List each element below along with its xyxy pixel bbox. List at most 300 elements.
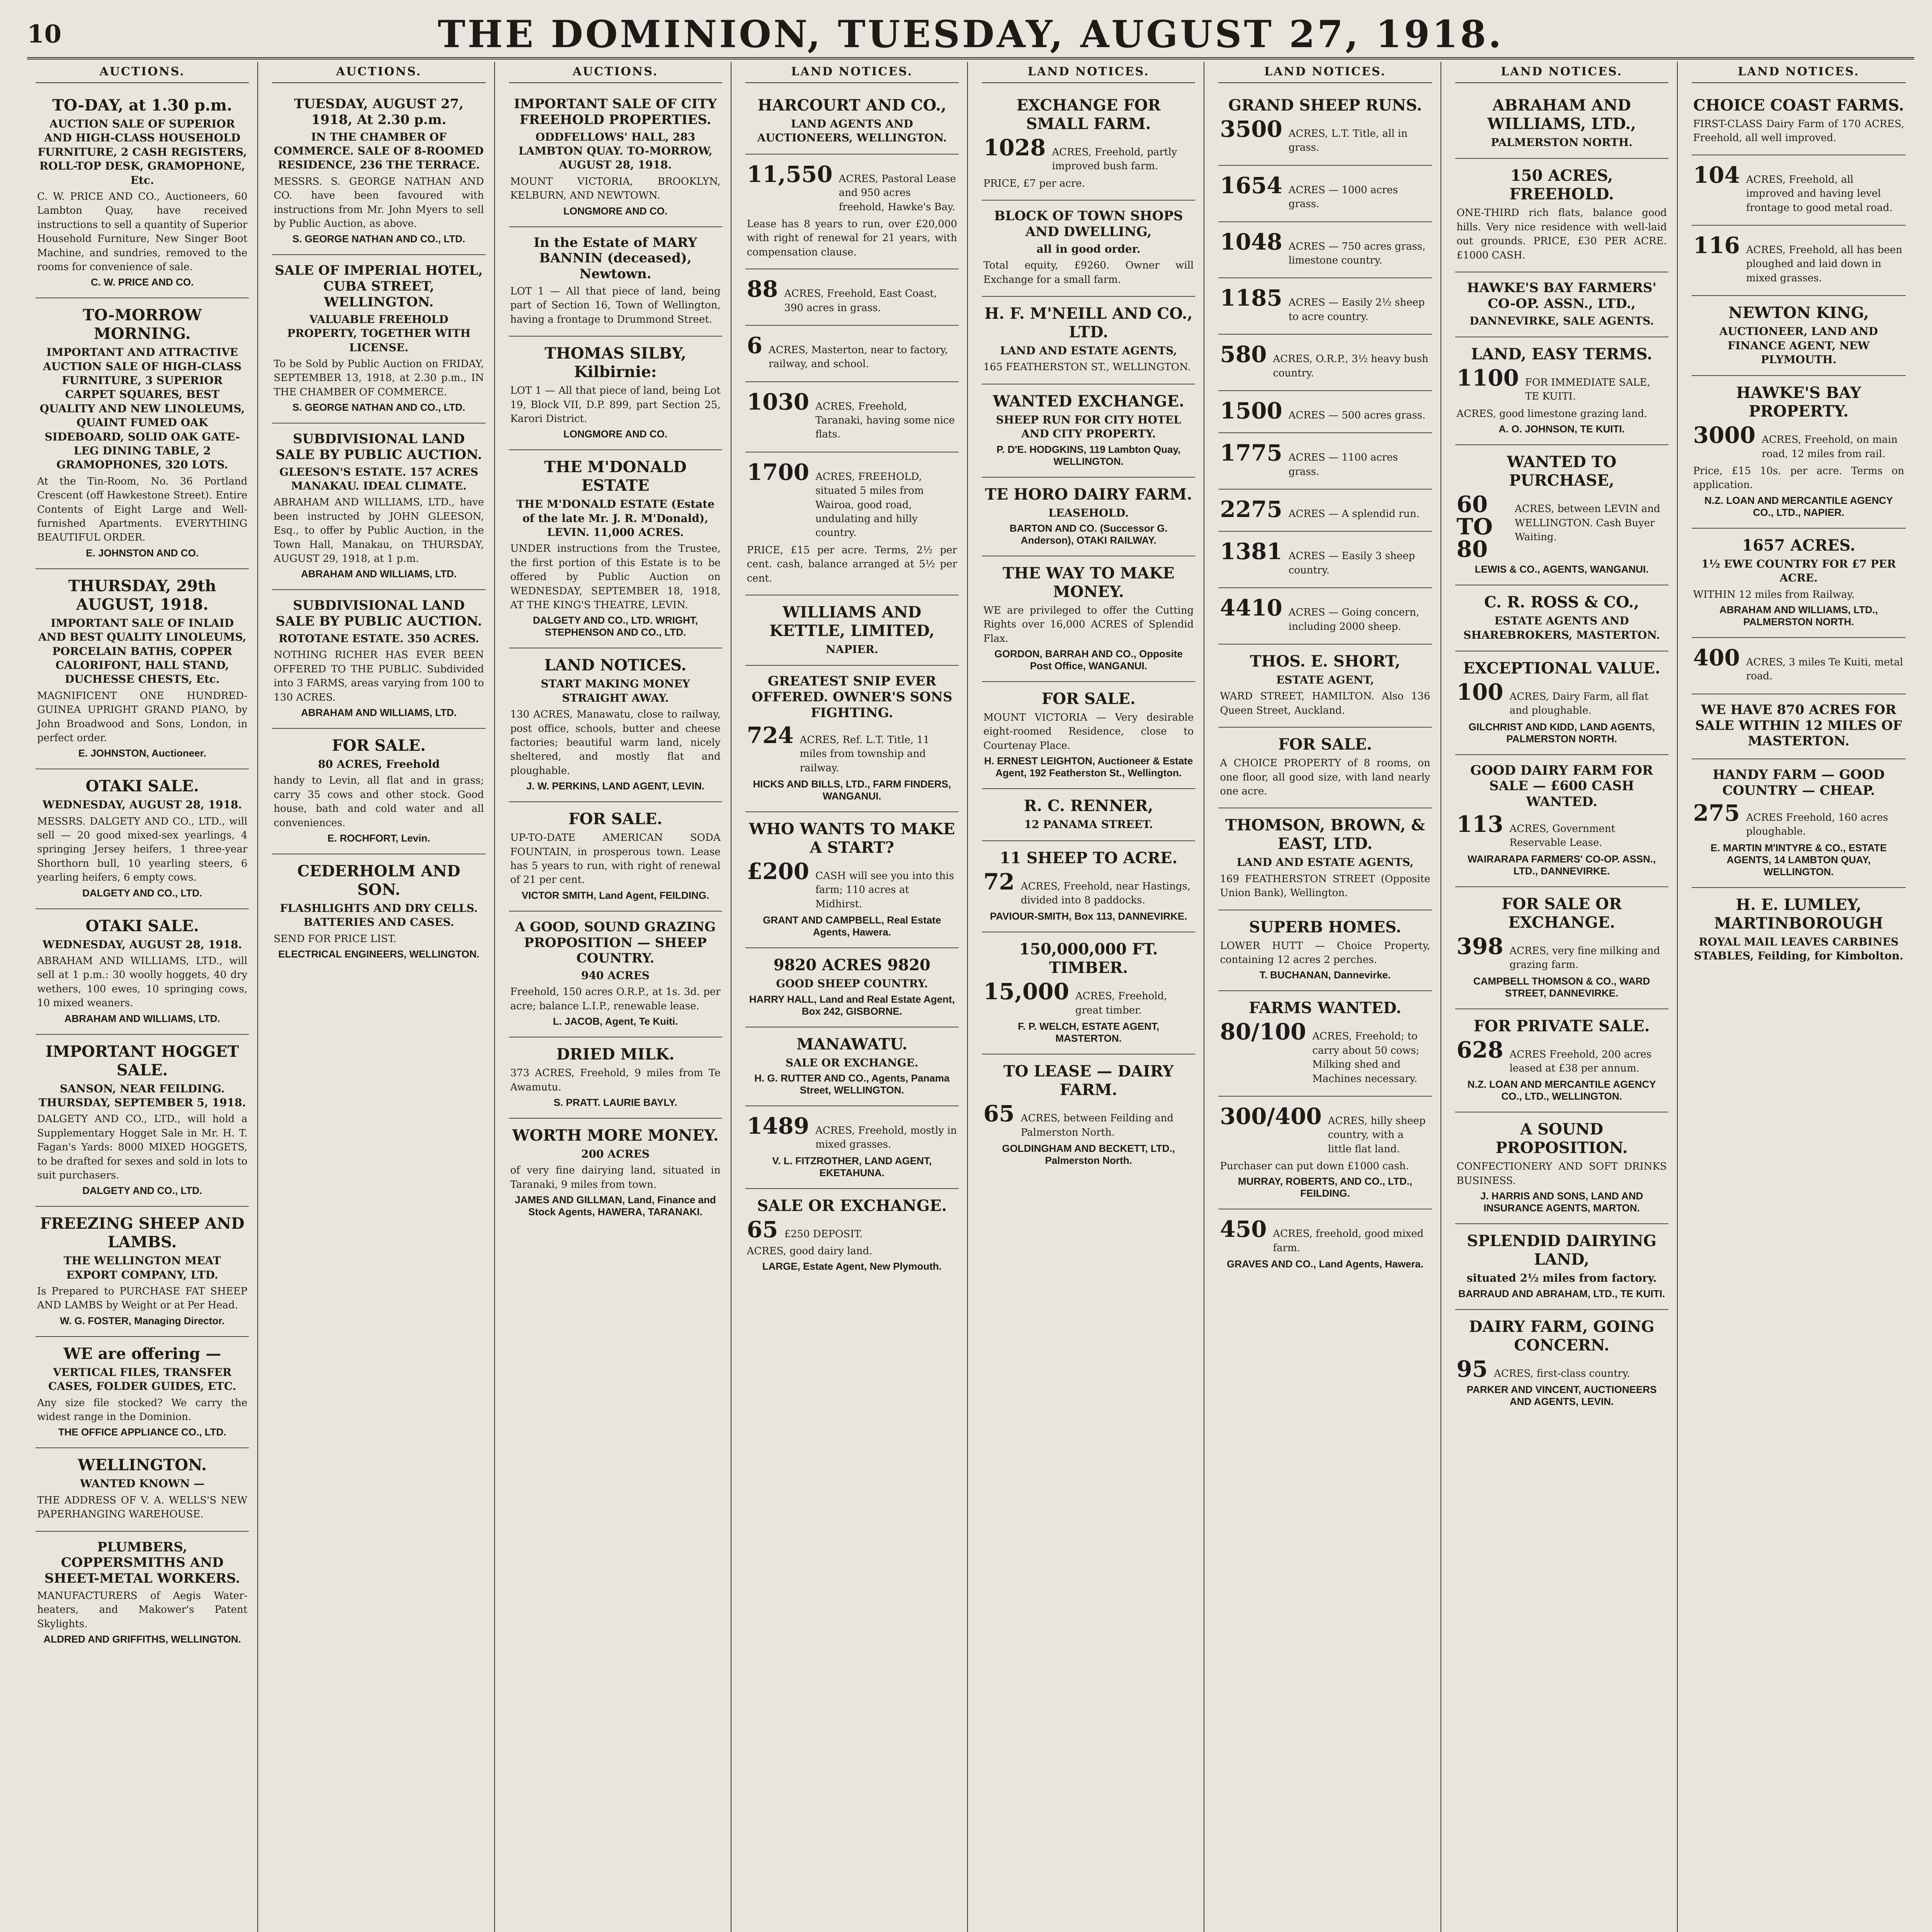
acreage-line — [1693, 799, 1904, 839]
ad-heading: TO-DAY, at 1.30 p.m. — [52, 96, 232, 114]
ad-heading: FOR SALE. — [332, 736, 426, 755]
ad-subheading: ACRES Freehold, 200 acres leased at £38 per annum. — [1509, 1048, 1652, 1075]
advertisement — [509, 227, 722, 337]
advertisement — [982, 201, 1195, 297]
advertisement — [1218, 278, 1432, 335]
advertisement — [982, 1054, 1195, 1176]
advertisement — [36, 298, 249, 569]
advertisement — [982, 384, 1195, 478]
column-4 — [737, 62, 968, 1932]
ad-heading: NEWTON KING, — [1728, 304, 1869, 322]
acreage-line — [1220, 397, 1430, 424]
ad-subheading: SHEEP RUN FOR CITY HOTEL AND CITY PROPERTY. — [996, 413, 1181, 440]
ad-subheading: ACRES, freehold, good mixed farm. — [1273, 1228, 1424, 1254]
advertisement — [36, 569, 249, 770]
acreage-figure: 1775 — [1220, 440, 1282, 466]
ad-heading: IMPORTANT HOGGET SALE. — [45, 1042, 239, 1079]
ad-subheading: ACRES, hilly sheep country, with a little flat land. — [1328, 1115, 1426, 1155]
ad-body: A CHOICE PROPERTY of 8 rooms, on one floor, all good size, with land nearly one acre. — [1220, 757, 1430, 797]
ad-heading: SUBDIVISIONAL LAND SALE BY PUBLIC AUCTION. — [276, 598, 482, 629]
advertisement — [272, 590, 485, 729]
ad-body: WE are privileged to offer the Cutting Rights over 16,000 ACRES of Splendid Flax. — [983, 604, 1194, 645]
column-7 — [1447, 62, 1678, 1932]
ad-agent: THE OFFICE APPLIANCE CO., LTD. — [58, 1426, 226, 1438]
ad-heading: WE are offering — — [63, 1344, 221, 1363]
ad-agent: P. D'E. HODGKINS, 119 Lambton Quay, WELLINGTON. — [997, 443, 1181, 467]
ad-subheading: ACRES, Freehold, all improved and having level frontage to good metal road. — [1746, 173, 1893, 214]
ad-heading: BLOCK OF TOWN SHOPS AND DWELLING, — [994, 208, 1183, 240]
advertisement — [982, 682, 1195, 789]
acreage-figure: 1500 — [1220, 397, 1282, 424]
acreage-figure: 2275 — [1220, 496, 1282, 523]
ad-agent: W. G. FOSTER, Managing Director. — [60, 1315, 225, 1327]
ad-body: Is Prepared to PURCHASE FAT SHEEP AND LAMBS by Weight or at Per Head. — [37, 1286, 248, 1311]
column-heading: AUCTIONS. — [36, 62, 249, 83]
acreage-figure: 65 — [747, 1216, 778, 1243]
advertisement — [1692, 296, 1906, 376]
acreage-figure: 398 — [1456, 933, 1503, 959]
ad-subheading: GLEESON'S ESTATE. 157 ACRES MANAKAU. IDEAL CLIMATE. — [279, 465, 478, 493]
ad-subheading: ESTATE AGENT, — [1276, 673, 1374, 687]
acreage-figure: 113 — [1456, 811, 1503, 838]
ad-agent: T. BUCHANAN, Dannevirke. — [1259, 969, 1391, 981]
advertisement — [982, 932, 1195, 1054]
advertisement — [36, 769, 249, 909]
acreage-line — [1693, 424, 1904, 461]
ad-body: ABRAHAM AND WILLIAMS, LTD., will sell at 1 p.m.: 30 woolly hoggets, 40 dry wethers, 100 ewes, 10 springing cows, 10 mixed weaners. — [37, 955, 248, 1009]
acreage-figure: £200 — [747, 858, 810, 884]
advertisement — [982, 88, 1195, 201]
advertisement — [1455, 1224, 1668, 1310]
advertisement — [745, 452, 959, 595]
ad-body: Any size file stocked? We carry the widest range in the Dominion. — [37, 1397, 248, 1423]
column-1 — [27, 62, 258, 1932]
advertisement — [745, 269, 959, 326]
ad-agent: S. PRATT. LAURIE BAYLY. — [553, 1097, 677, 1109]
advertisement — [1218, 808, 1432, 910]
ad-heading: THE M'DONALD ESTATE — [544, 458, 687, 495]
advertisement — [1218, 532, 1432, 588]
ad-heading: FARMS WANTED. — [1248, 999, 1401, 1017]
ad-agent: LARGE, Estate Agent, New Plymouth. — [762, 1260, 942, 1272]
ad-heading: 9820 ACRES 9820 — [773, 956, 930, 975]
ad-heading: 11 SHEEP TO ACRE. — [999, 849, 1178, 867]
advertisement — [1218, 222, 1432, 279]
advertisement — [982, 841, 1195, 933]
ad-agent: H. ERNEST LEIGHTON, Auctioneer & Estate Agent, 192 Featherston St., Wellington. — [984, 755, 1193, 779]
advertisement — [509, 337, 722, 450]
ad-agent: J. W. PERKINS, LAND AGENT, LEVIN. — [526, 780, 705, 792]
ad-body: Price, £15 10s. per acre. Terms on application. — [1693, 465, 1904, 491]
ad-agent: LONGMORE AND CO. — [563, 205, 668, 217]
advertisement — [745, 812, 959, 948]
ad-subheading: ACRES, Freehold, partly improved bush farm. — [1052, 146, 1177, 172]
ad-subheading: SANSON, NEAR FEILDING. THURSDAY, SEPTEMBER 5, 1918. — [39, 1082, 246, 1109]
acreage-figure: 1100 — [1456, 364, 1519, 391]
ad-agent: CAMPBELL THOMSON & CO., WARD STREET, DANNEVIRKE. — [1473, 975, 1650, 999]
ad-body: MOUNT VICTORIA, BROOKLYN, KELBURN, AND NEWTOWN. — [510, 175, 721, 202]
acreage-line — [1220, 343, 1430, 380]
advertisement — [745, 1106, 959, 1189]
ad-body: DALGETY AND CO., LTD., will hold a Supplementary Hogget Sale in Mr. H. T. Fagan's Yards: 8000 MIXED HOGGETS, to be drafted for sexes and sold in lots to suit purchasers. — [37, 1113, 248, 1181]
acreage-line — [983, 868, 1194, 908]
ad-subheading: ACRES, first-class country. — [1494, 1367, 1630, 1379]
ad-heading: WILLIAMS AND KETTLE, LIMITED, — [769, 603, 935, 640]
ad-subheading: LAND AND ESTATE AGENTS, — [1236, 856, 1414, 869]
ad-agent: E. JOHNSTON, Auctioneer. — [78, 747, 206, 759]
acreage-line — [1220, 540, 1430, 577]
ad-body: UP-TO-DATE AMERICAN SODA FOUNTAIN, in prosperous town. Lease has 5 years to run, with right of renewal of 21 per cent. — [510, 832, 721, 886]
ad-subheading: THE WELLINGTON MEAT EXPORT COMPANY, LTD. — [63, 1254, 221, 1281]
advertisement — [1218, 1097, 1432, 1210]
acreage-line — [747, 1218, 957, 1241]
ad-subheading: ROYAL MAIL LEAVES CARBINES STABLES, Feilding, for Kimbolton. — [1694, 935, 1903, 962]
ad-subheading: VALUABLE FREEHOLD PROPERTY, TOGETHER WITH LICENSE. — [287, 313, 471, 354]
ad-heading: GREATEST SNIP EVER OFFERED. OWNER'S SONS FIGHTING. — [752, 673, 952, 721]
advertisement — [745, 326, 959, 382]
ad-heading: CHOICE COAST FARMS. — [1693, 96, 1904, 114]
ad-agent: ABRAHAM AND WILLIAMS, LTD. — [301, 706, 457, 718]
acreage-line — [747, 1112, 957, 1152]
acreage-line — [747, 724, 957, 775]
ad-body: PRICE, £15 per acre. Terms, 2½ per cent. cash, balance arranged at 5½ per cent. — [747, 544, 957, 584]
acreage-figure: 1185 — [1220, 285, 1282, 311]
ad-agent: LEWIS & CO., AGENTS, WANGANUI. — [1475, 563, 1649, 575]
column-2 — [264, 62, 495, 1932]
ad-subheading: ACRES — 1100 acres grass. — [1288, 452, 1398, 478]
ad-heading: THOMAS SILBY, Kilbirnie: — [544, 344, 686, 381]
advertisement — [272, 854, 485, 969]
advertisement — [36, 1337, 249, 1449]
acreage-figure: 116 — [1693, 232, 1740, 259]
ad-agent: E. JOHNSTON AND CO. — [86, 547, 199, 559]
advertisement — [745, 88, 959, 155]
ad-subheading: ACRES — 1000 acres grass. — [1288, 184, 1398, 210]
acreage-figure: 275 — [1693, 799, 1740, 826]
ad-heading: HANDY FARM — GOOD COUNTRY — CHEAP. — [1713, 767, 1885, 798]
advertisement — [1218, 433, 1432, 490]
ad-subheading: situated 2½ miles from factory. — [1466, 1272, 1657, 1285]
ad-heading: FREEZING SHEEP AND LAMBS. — [40, 1214, 245, 1252]
column-heading: LAND NOTICES. — [1692, 62, 1906, 83]
advertisement — [509, 1119, 722, 1227]
ad-subheading: THE M'DONALD ESTATE (Estate of the late Mr. J. R. M'Donald), LEVIN. 11,000 ACRES. — [516, 498, 715, 539]
ad-agent: N.Z. LOAN AND MERCANTILE AGENCY CO., LTD., NAPIER. — [1704, 494, 1893, 518]
acreage-line — [1456, 1355, 1667, 1382]
ad-agent: BARTON AND CO. (Successor G. Anderson), OTAKI RAILWAY. — [1009, 522, 1168, 546]
column-3 — [500, 62, 731, 1932]
ad-agent: E. MARTIN M'INTYRE & CO., ESTATE AGENTS, 14 LAMBTON QUAY, WELLINGTON. — [1710, 842, 1887, 878]
advertisement — [36, 1035, 249, 1207]
ad-agent: HARRY HALL, Land and Real Estate Agent, Box 242, GISBORNE. — [749, 993, 955, 1017]
ad-subheading: ACRES, Freehold, near Hastings, divided into 8 paddocks. — [1020, 880, 1191, 906]
ad-subheading: 200 ACRES — [581, 1148, 650, 1161]
advertisement — [1218, 728, 1432, 808]
ad-heading: EXCEPTIONAL VALUE. — [1463, 659, 1660, 677]
acreage-figure: 1030 — [747, 388, 810, 415]
acreage-line — [747, 461, 957, 540]
acreage-line — [983, 136, 1194, 173]
ad-heading: WHO WANTS TO MAKE A START? — [749, 820, 955, 857]
acreage-figure: 3000 — [1693, 422, 1756, 449]
acreage-figure: 1489 — [747, 1112, 810, 1139]
advertisement — [1692, 376, 1906, 529]
acreage-figure: 1381 — [1220, 538, 1282, 565]
acreage-line — [1220, 287, 1430, 324]
ad-heading: HAWKE'S BAY FARMERS' CO-OP. ASSN., LTD., — [1467, 280, 1656, 311]
ad-subheading: ACRES — 500 acres grass. — [1288, 409, 1426, 421]
ad-agent: J. HARRIS AND SONS, LAND AND INSURANCE AGENTS, MARTON. — [1480, 1190, 1643, 1214]
ad-heading: DAIRY FARM, GOING CONCERN. — [1469, 1317, 1655, 1354]
ad-subheading: ACRES — Going concern, including 2000 sheep. — [1288, 607, 1419, 633]
ad-agent: GORDON, BARRAH AND CO., Opposite Post Office, WANGANUI. — [994, 648, 1183, 672]
ad-body: FIRST-CLASS Dairy Farm of 170 ACRES, Freehold, all well improved. — [1693, 118, 1904, 144]
acreage-figure: 628 — [1456, 1036, 1503, 1063]
ad-body: 165 FEATHERSTON ST., WELLINGTON. — [983, 361, 1191, 373]
ad-subheading: LAND AND ESTATE AGENTS, — [1000, 344, 1177, 357]
ad-agent: H. G. RUTTER AND CO., Agents, Panama Street, WELLINGTON. — [754, 1072, 950, 1096]
advertisement — [1455, 272, 1668, 337]
ad-subheading: all in good order. — [1036, 242, 1141, 255]
advertisement — [1455, 585, 1668, 651]
advertisement — [745, 155, 959, 269]
column-8 — [1683, 62, 1914, 1932]
acreage-figure: 1654 — [1220, 172, 1282, 199]
advertisement — [745, 948, 959, 1027]
ad-subheading: GOOD SHEEP COUNTRY. — [776, 977, 928, 990]
acreage-figure: 724 — [747, 722, 794, 748]
ad-body: C. W. PRICE AND CO., Auctioneers, 60 Lambton Quay, have received instructions to sell a quantity of Superior Household Furniture, New Singer Boot Machine, and sundries, removed to the rooms for convenience of sale. — [37, 190, 248, 273]
ad-agent: A. O. JOHNSON, TE KUITI. — [1498, 423, 1625, 435]
ad-subheading: ACRES, Freehold, on main road, 12 miles from rail. — [1762, 434, 1898, 460]
ad-heading: In the Estate of MARY BANNIN (deceased), Newtown. — [534, 235, 697, 282]
acreage-line — [983, 980, 1194, 1017]
acreage-figure: 11,550 — [747, 161, 833, 187]
column-heading: LAND NOTICES. — [982, 62, 1195, 83]
ad-agent: GOLDINGHAM AND BECKETT, LTD., Palmerston North. — [1002, 1142, 1175, 1166]
advertisement — [982, 556, 1195, 682]
ad-body: Total equity, £9260. Owner will Exchange for a small farm. — [983, 260, 1194, 286]
ad-heading: H. F. M'NEILL AND CO., LTD. — [984, 304, 1193, 341]
acreage-line — [747, 860, 957, 911]
ad-agent: ELECTRICAL ENGINEERS, WELLINGTON. — [278, 948, 480, 960]
advertisement — [1218, 166, 1432, 222]
advertisement — [1692, 759, 1906, 888]
ad-heading: FOR SALE. — [1041, 690, 1136, 708]
advertisement — [509, 88, 722, 227]
ad-heading: OTAKI SALE. — [85, 917, 199, 935]
advertisement — [745, 1189, 959, 1282]
ad-body: Purchaser can put down £1000 cash. — [1220, 1160, 1409, 1172]
ad-agent: VICTOR SMITH, Land Agent, FEILDING. — [521, 889, 709, 901]
acreage-line — [983, 1102, 1194, 1139]
ad-heading: WE HAVE 870 ACRES FOR SALE WITHIN 12 MILES OF MASTERTON. — [1695, 702, 1902, 749]
advertisement — [509, 450, 722, 648]
ad-heading: H. E. LUMLEY, MARTINBOROUGH — [1714, 895, 1883, 932]
acreage-figure: 400 — [1693, 645, 1740, 671]
acreage-line — [1693, 164, 1904, 215]
ad-heading: A GOOD, SOUND GRAZING PROPOSITION — SHEEP COUNTRY. — [515, 919, 716, 966]
ad-subheading: £250 DEPOSIT. — [784, 1228, 863, 1240]
advertisement — [272, 255, 485, 423]
ad-body: MANUFACTURERS of Aegis Water-heaters, and Makower's Patent Skylights. — [37, 1590, 248, 1630]
ad-subheading: ACRES, between LEVIN and WELLINGTON. Cash Buyer Waiting. — [1515, 503, 1660, 543]
acreage-line — [1220, 228, 1430, 268]
advertisement — [272, 88, 485, 255]
ad-subheading: 940 ACRES — [581, 969, 650, 982]
advertisement — [36, 1448, 249, 1531]
ad-body: LOT 1 — All that piece of land, being part of Section 16, Town of Wellington, having a frontage to Drummond Street. — [510, 285, 721, 325]
ad-subheading: ACRES Freehold, 160 acres ploughable. — [1746, 811, 1888, 838]
advertisement — [745, 595, 959, 666]
ad-body: MESSRS. S. GEORGE NATHAN AND CO. have been favoured with instructions from Mr. John Myers to sell by Public Auction, as above. — [274, 175, 484, 230]
acreage-line — [1456, 491, 1667, 563]
ad-subheading: AUCTION SALE OF SUPERIOR AND HIGH-CLASS HOUSEHOLD FURNITURE, 2 CASH REGISTERS, ROLL-TOP DESK, GRAMOPHONE, Etc. — [37, 117, 247, 187]
ad-agent: ALDRED AND GRIFFITHS, WELLINGTON. — [43, 1633, 241, 1645]
advertisement — [1218, 391, 1432, 433]
ad-heading: FOR SALE. — [568, 810, 663, 828]
ad-heading: MANAWATU. — [796, 1035, 908, 1053]
ad-body: MOUNT VICTORIA — Very desirable eight-roomed Residence, close to Courtenay Place. — [983, 712, 1194, 752]
ad-subheading: ACRES, 3 miles Te Kuiti, metal road. — [1746, 656, 1903, 682]
advertisement — [1455, 445, 1668, 585]
ad-agent: WAIRARAPA FARMERS' CO-OP. ASSN., LTD., DANNEVIRKE. — [1468, 853, 1656, 877]
ad-agent: DALGETY AND CO., LTD. WRIGHT, STEPHENSON AND CO., LTD. — [533, 614, 698, 638]
ad-body: ACRES, good limestone grazing land. — [1456, 408, 1648, 420]
ad-heading: A SOUND PROPOSITION. — [1495, 1120, 1628, 1157]
ad-heading: IMPORTANT SALE OF CITY FREEHOLD PROPERTIES. — [514, 96, 717, 128]
ad-subheading: ESTATE AGENTS AND SHAREBROKERS, MASTERTON. — [1463, 614, 1660, 641]
acreage-line — [1220, 1218, 1430, 1255]
ad-body: of very fine dairying land, situated in Taranaki, 9 miles from town. — [510, 1165, 721, 1190]
ad-heading: DRIED MILK. — [556, 1045, 675, 1064]
ad-heading: OTAKI SALE. — [85, 777, 199, 796]
ad-subheading: ACRES — A splendid run. — [1288, 508, 1420, 520]
acreage-line — [1220, 597, 1430, 634]
ad-body: NOTHING RICHER HAS EVER BEEN OFFERED TO THE PUBLIC. Subdivided into 3 FARMS, areas varying from 100 to 130 ACRES. — [274, 649, 484, 703]
ad-agent: JAMES AND GILLMAN, Land, Finance and Stock Agents, HAWERA, TARANAKI. — [515, 1194, 716, 1218]
acreage-figure: 104 — [1693, 162, 1740, 188]
ad-agent: N.Z. LOAN AND MERCANTILE AGENCY CO., LTD., WELLINGTON. — [1467, 1078, 1656, 1102]
acreage-line — [1220, 442, 1430, 479]
ad-agent: GILCHRIST AND KIDD, LAND AGENTS, PALMERSTON NORTH. — [1468, 721, 1655, 745]
advertisement — [1218, 910, 1432, 992]
ad-heading: TUESDAY, AUGUST 27, 1918, At 2.30 p.m. — [294, 96, 464, 128]
acreage-line — [1457, 813, 1667, 850]
ad-agent: ABRAHAM AND WILLIAMS, LTD. — [301, 568, 457, 580]
ad-subheading: 1½ EWE COUNTRY FOR £7 PER ACRE. — [1701, 557, 1896, 585]
ad-heading: WELLINGTON. — [78, 1456, 207, 1475]
ad-heading: SUBDIVISIONAL LAND SALE BY PUBLIC AUCTION. — [276, 431, 482, 463]
ad-subheading: ODDFELLOWS' HALL, 283 LAMBTON QUAY. TO-MORROW, AUGUST 28, 1918. — [518, 130, 713, 172]
acreage-line — [1693, 646, 1904, 684]
ad-subheading: AUCTIONEER, LAND AND FINANCE AGENT, NEW PLYMOUTH. — [1719, 325, 1878, 366]
ad-heading: ABRAHAM AND WILLIAMS, LTD., — [1487, 96, 1636, 133]
acreage-figure: 15,000 — [983, 978, 1069, 1005]
masthead — [27, 11, 1914, 60]
advertisement — [1455, 1310, 1668, 1417]
ad-agent: ABRAHAM AND WILLIAMS, LTD., PALMERSTON NORTH. — [1719, 604, 1878, 628]
ad-subheading: IMPORTANT SALE OF INLAID AND BEST QUALITY LINOLEUMS, PORCELAIN BATHS, COPPER CALORIFONT, HALL STAND, DUCHESSE CHESTS, Etc. — [38, 616, 247, 686]
page-columns — [27, 62, 1914, 1932]
ad-agent: BARRAUD AND ABRAHAM, LTD., TE KUITI. — [1458, 1287, 1665, 1299]
ad-heading: WANTED EXCHANGE. — [993, 392, 1184, 410]
ad-heading: FOR SALE OR EXCHANGE. — [1502, 895, 1622, 932]
acreage-figure: 72 — [983, 868, 1015, 895]
ad-heading: LAND NOTICES. — [544, 656, 687, 675]
ad-agent: DALGETY AND CO., LTD. — [82, 887, 202, 899]
advertisement — [982, 789, 1195, 841]
ad-subheading: ACRES, Freehold, great timber. — [1075, 990, 1167, 1016]
ad-subheading: WEDNESDAY, AUGUST 28, 1918. — [43, 798, 242, 811]
column-heading: AUCTIONS. — [509, 62, 722, 83]
advertisement — [509, 1037, 722, 1119]
acreage-line — [1220, 1105, 1430, 1156]
ad-body: ABRAHAM AND WILLIAMS, LTD., have been instructed by JOHN GLEESON, Esq., to offer by Public Auction, in the Town Hall, Manakau, on THURSDAY, AUGUST 29, 1918, at 1 p.m. — [274, 497, 484, 565]
acreage-line — [1220, 118, 1430, 155]
ad-subheading: ACRES, very fine milking and grazing farm. — [1509, 945, 1660, 971]
advertisement — [1455, 1009, 1668, 1113]
ad-subheading: ACRES, Government Reservable Lease. — [1509, 823, 1616, 849]
acreage-figure: 95 — [1456, 1355, 1488, 1382]
column-heading: LAND NOTICES. — [745, 62, 959, 83]
advertisement — [1218, 645, 1432, 728]
ad-subheading: VERTICAL FILES, TRANSFER CASES, FOLDER GUIDES, ETC. — [48, 1366, 236, 1393]
ad-subheading: DANNEVIRKE, SALE AGENTS. — [1469, 314, 1654, 327]
ad-heading: THE WAY TO MAKE MONEY. — [1002, 564, 1175, 601]
ad-subheading: ACRES — Easily 2½ sheep to acre country. — [1288, 297, 1425, 323]
page-number: 10 — [27, 19, 62, 49]
advertisement — [1455, 887, 1668, 1009]
ad-subheading: ACRES, Pastoral Lease and 950 acres freehold, Hawke's Bay. — [838, 173, 956, 213]
ad-subheading: START MAKING MONEY STRAIGHT AWAY. — [541, 677, 690, 704]
ad-heading: CEDERHOLM AND SON. — [297, 862, 461, 899]
advertisement — [1692, 226, 1906, 296]
advertisement — [745, 382, 959, 452]
ad-subheading: ACRES — 750 acres grass, limestone country. — [1288, 240, 1426, 266]
advertisement — [1692, 529, 1906, 638]
advertisement — [1692, 694, 1906, 759]
ad-subheading: FLASHLIGHTS AND DRY CELLS. BATTERIES AND CASES. — [280, 901, 478, 929]
ad-subheading: IN THE CHAMBER OF COMMERCE. SALE OF 8-ROOMED RESIDENCE, 236 THE TERRACE. — [274, 130, 484, 172]
ad-agent: HICKS AND BILLS, LTD., FARM FINDERS, WANGANUI. — [753, 778, 951, 802]
ad-agent: S. GEORGE NATHAN AND CO., LTD. — [292, 233, 466, 245]
acreage-figure: 88 — [747, 276, 778, 303]
ad-subheading: WEDNESDAY, AUGUST 28, 1918. — [43, 938, 242, 951]
ad-agent: GRAVES AND CO., Land Agents, Hawera. — [1226, 1258, 1423, 1270]
ad-heading: THURSDAY, 29th AUGUST, 1918. — [68, 577, 216, 614]
ad-subheading: ACRES, Freehold, East Coast, 390 acres in grass. — [784, 288, 937, 314]
advertisement — [36, 1532, 249, 1655]
ad-heading: PLUMBERS, COPPERSMITHS AND SHEET-METAL WORKERS. — [44, 1539, 240, 1587]
advertisement — [1692, 155, 1906, 226]
advertisement — [1218, 490, 1432, 532]
ad-agent: F. P. WELCH, ESTATE AGENT, MASTERTON. — [1018, 1020, 1160, 1044]
ad-heading: FOR PRIVATE SALE. — [1473, 1017, 1650, 1035]
acreage-figure: 100 — [1456, 679, 1503, 705]
ad-subheading: ACRES — Easily 3 sheep country. — [1288, 550, 1415, 576]
ad-heading: 150,000,000 FT. TIMBER. — [1019, 940, 1158, 977]
ad-body: CONFECTIONERY AND SOFT DRINKS BUSINESS. — [1456, 1161, 1667, 1187]
ad-agent: DALGETY AND CO., LTD. — [82, 1185, 202, 1197]
column-heading: AUCTIONS. — [272, 62, 485, 83]
acreage-line — [1220, 498, 1430, 521]
advertisement — [745, 666, 959, 812]
ad-body: LOWER HUTT — Choice Property, containing 12 acres 2 perches. — [1220, 940, 1430, 966]
column-5 — [973, 62, 1204, 1932]
ad-body: THE ADDRESS OF V. A. WELLS'S NEW PAPERHANGING WAREHOUSE. — [37, 1494, 248, 1520]
advertisement — [745, 1027, 959, 1106]
